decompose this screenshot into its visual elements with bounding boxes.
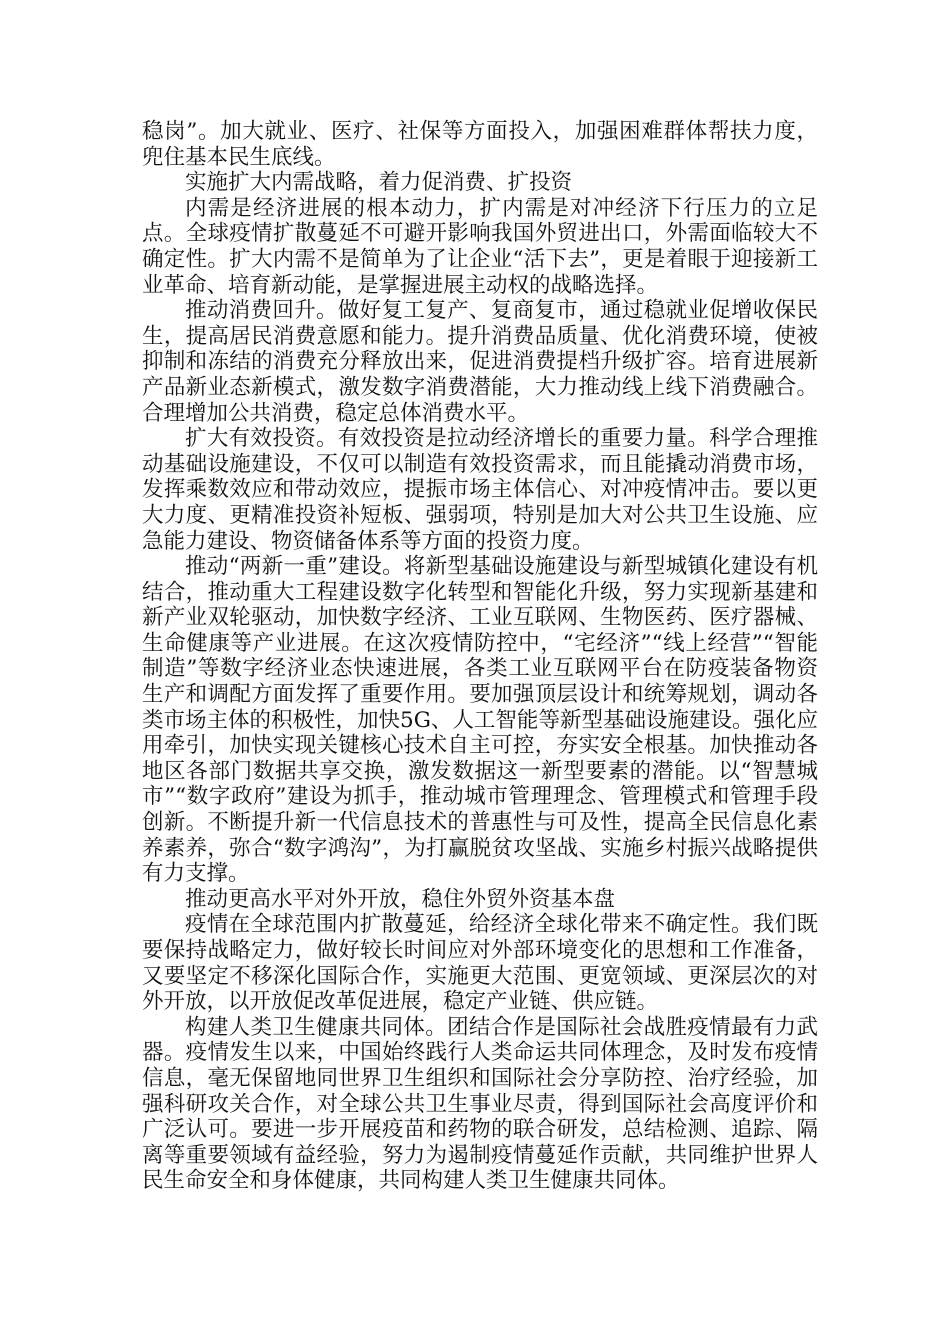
paragraph-5: 推动“两新一重”建设。将新型基础设施建设与新型城镇化建设有机结合，推动重大工程建设数字化转型和智能化升级，努力实现新基建和新产业双轮驱动，加快数字经济、工业互联网、生物医药、医疗器械、生命健康等产业进展。在这次疫情防控中，“宅经济”“线上经营”“智能制造”等数字经济业态快速进展，各类工业互联网平台在防疫装备物资生产和调配方面发挥了重要作用。要加强顶层设计和统筹规划，调动各类市场主体的积极性，加快5G、人工智能等新型基础设施建设。强化应用牵引，加快实现关键核心技术自主可控，夯实安全根基。加快推动各地区各部门数据共享交换，激发数据这一新型要素的潜能。以“智慧城市”“数字政府”建设为抓手，推动城市管理理念、管理模式和管理手段创新。不断提升新一代信息技术的普惠性与可及性，提高全民信息化素养素养，弥合“数字鸿沟”，为打赢脱贫攻坚战、实施乡村振兴战略提供有力支撑。 bbox=[142, 554, 818, 887]
paragraph-2: 内需是经济进展的根本动力，扩内需是对冲经济下行压力的立足点。全球疫情扩散蔓延不可避开影响我国外贸进出口，外需面临较大不确定性。扩大内需不是简单为了让企业“活下去”，更是着眼于迎接新工业革命、培育新动能，是掌握进展主动权的战略选择。 bbox=[142, 195, 818, 298]
document-page bbox=[142, 119, 818, 1194]
paragraph-6: 疫情在全球范围内扩散蔓延，给经济全球化带来不确定性。我们既要保持战略定力，做好较长时间应对外部环境变化的思想和工作准备，又要坚定不移深化国际合作，实施更大范围、更宽领域、更深层次的对外开放，以开放促改革促进展，稳定产业链、供应链。 bbox=[142, 912, 818, 1015]
section-heading-opening-up: 推动更高水平对外开放，稳住外贸外资基本盘 bbox=[185, 886, 616, 912]
paragraph-3: 推动消费回升。做好复工复产、复商复市，通过稳就业促增收保民生，提高居民消费意愿和能力。提升消费品质量、优化消费环境，使被抑制和冻结的消费充分释放出来，促进消费提档升级扩容。培育进展新产品新业态新模式，激发数字消费潜能，大力推动线上线下消费融合。合理增加公共消费，稳定总体消费水平。 bbox=[142, 298, 818, 426]
paragraph-1: 稳岗”。加大就业、医疗、社保等方面投入，加强困难群体帮扶力度，兜住基本民生底线。 bbox=[142, 119, 818, 170]
paragraph-4: 扩大有效投资。有效投资是拉动经济增长的重要力量。科学合理推动基础设施建设，不仅可以制造有效投资需求，而且能撬动消费市场，发挥乘数效应和带动效应，提振市场主体信心、对冲疫情冲击。要以更大力度、更精准投资补短板、强弱项，特别是加大对公共卫生设施、应急能力建设、物资储备体系等方面的投资力度。 bbox=[142, 426, 818, 554]
section-heading-domestic-demand: 实施扩大内需战略，着力促消费、扩投资 bbox=[185, 170, 573, 196]
paragraph-7: 构建人类卫生健康共同体。团结合作是国际社会战胜疫情最有力武器。疫情发生以来，中国始终践行人类命运共同体理念，及时发布疫情信息，毫无保留地同世界卫生组织和国际社会分享防控、治疗经验，加强科研攻关合作，对全球公共卫生事业尽责，得到国际社会高度评价和广泛认可。要进一步开展疫苗和药物的联合研发，总结检测、追踪、隔离等重要领域有益经验，努力为遏制疫情蔓延作贡献，共同维护世界人民生命安全和身体健康，共同构建人类卫生健康共同体。 bbox=[142, 1014, 818, 1194]
